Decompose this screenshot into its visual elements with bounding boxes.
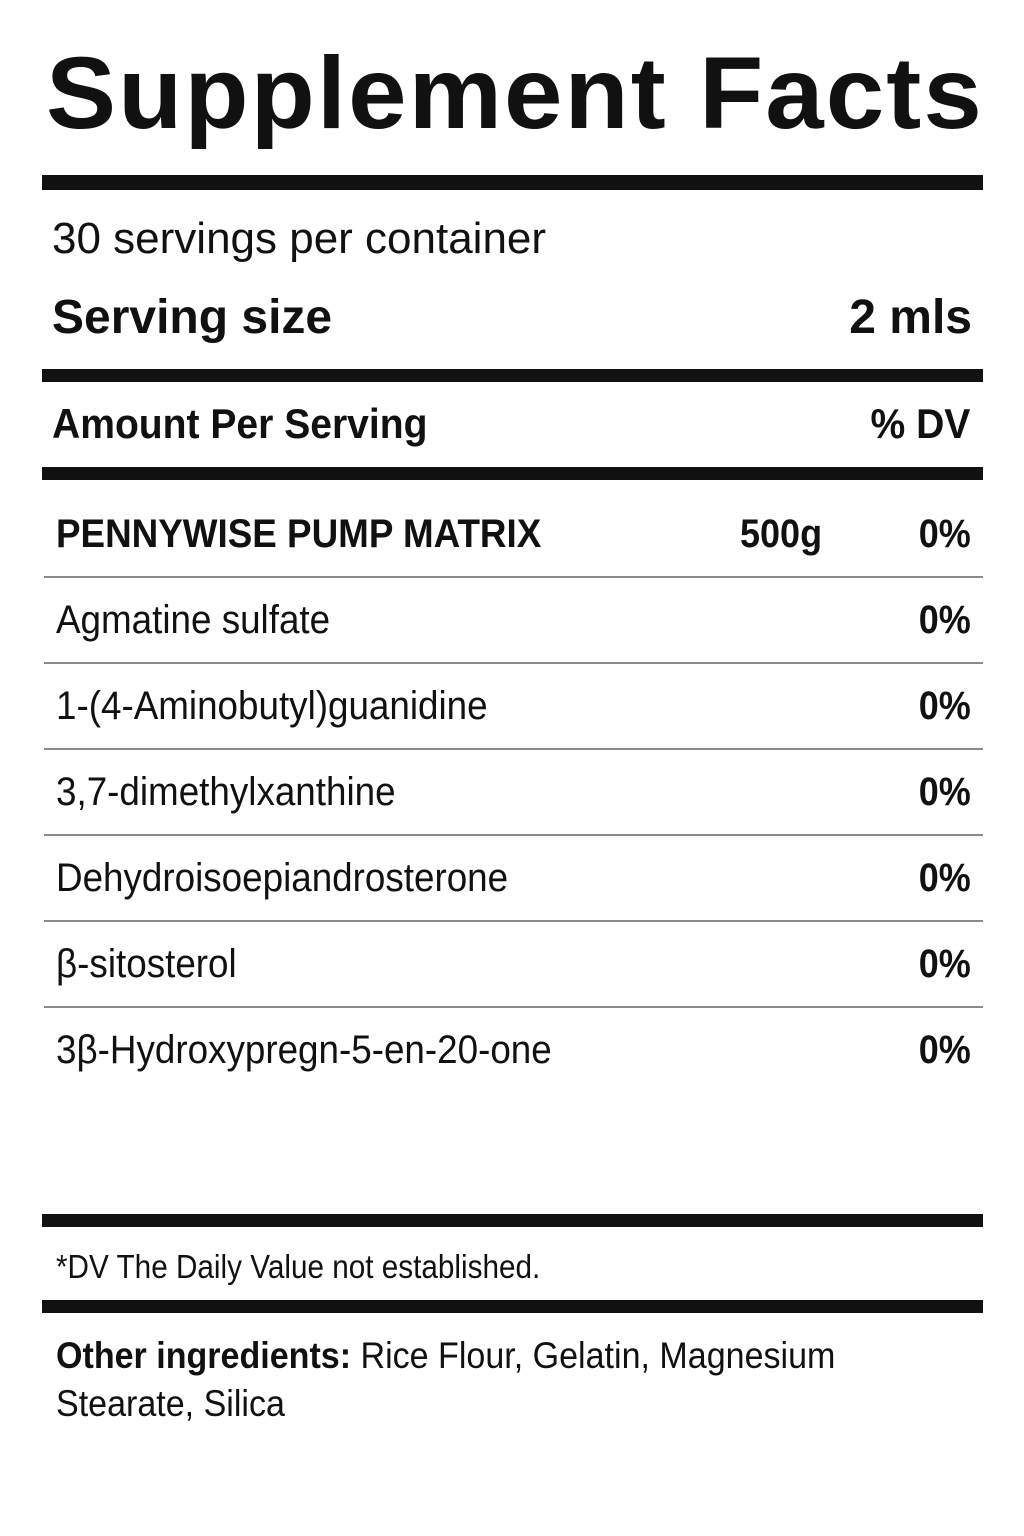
ingredient-dv: 0% [918, 770, 971, 814]
other-ingredients-label: Other ingredients: [56, 1335, 352, 1376]
serving-divider [42, 369, 983, 382]
label-title: Supplement Facts [46, 36, 984, 150]
title-divider [42, 175, 983, 190]
ingredient-dv: 0% [918, 684, 971, 728]
ingredient-name: 3β-Hydroxypregn-5-en-20-one [56, 1028, 552, 1072]
ingredient-row [44, 578, 983, 664]
daily-value-footnote: *DV The Daily Value not established. [56, 1248, 541, 1285]
ingredient-dv: 0% [918, 512, 971, 556]
ingredient-name: 1-(4-Aminobutyl)guanidine [56, 684, 488, 728]
footnote-divider [42, 1214, 983, 1227]
ingredient-dv: 0% [918, 598, 971, 642]
ingredient-row [44, 750, 983, 836]
ingredient-dv: 0% [918, 856, 971, 900]
ingredient-name: 3,7-dimethylxanthine [56, 770, 396, 814]
ingredient-row [44, 492, 983, 578]
ingredient-name: Dehydroisoepiandrosterone [56, 856, 509, 900]
ingredient-row [44, 836, 983, 922]
other-ingredients-divider [42, 1300, 983, 1313]
servings-per-container: 30 servings per container [52, 214, 547, 263]
ingredient-amount: 500g [740, 512, 823, 556]
ingredient-row [44, 1008, 983, 1094]
other-ingredients [56, 1332, 902, 1428]
other-ingredients-text: Rice Flour, Gelatin, Magnesium Stearate, Silica [56, 1335, 836, 1424]
daily-value-header: % DV [870, 400, 970, 447]
ingredient-name: Agmatine sulfate [56, 598, 331, 642]
ingredient-row [44, 664, 983, 750]
ingredient-row [44, 922, 983, 1008]
serving-size-label: Serving size [52, 291, 333, 344]
serving-size-value: 2 mls [849, 291, 972, 344]
ingredient-dv: 0% [918, 1028, 971, 1072]
header-divider [42, 467, 983, 480]
ingredient-name: β-sitosterol [56, 942, 237, 986]
ingredient-name: PENNYWISE PUMP MATRIX [56, 512, 542, 556]
amount-per-serving-header: Amount Per Serving [52, 400, 428, 447]
ingredient-dv: 0% [918, 942, 971, 986]
